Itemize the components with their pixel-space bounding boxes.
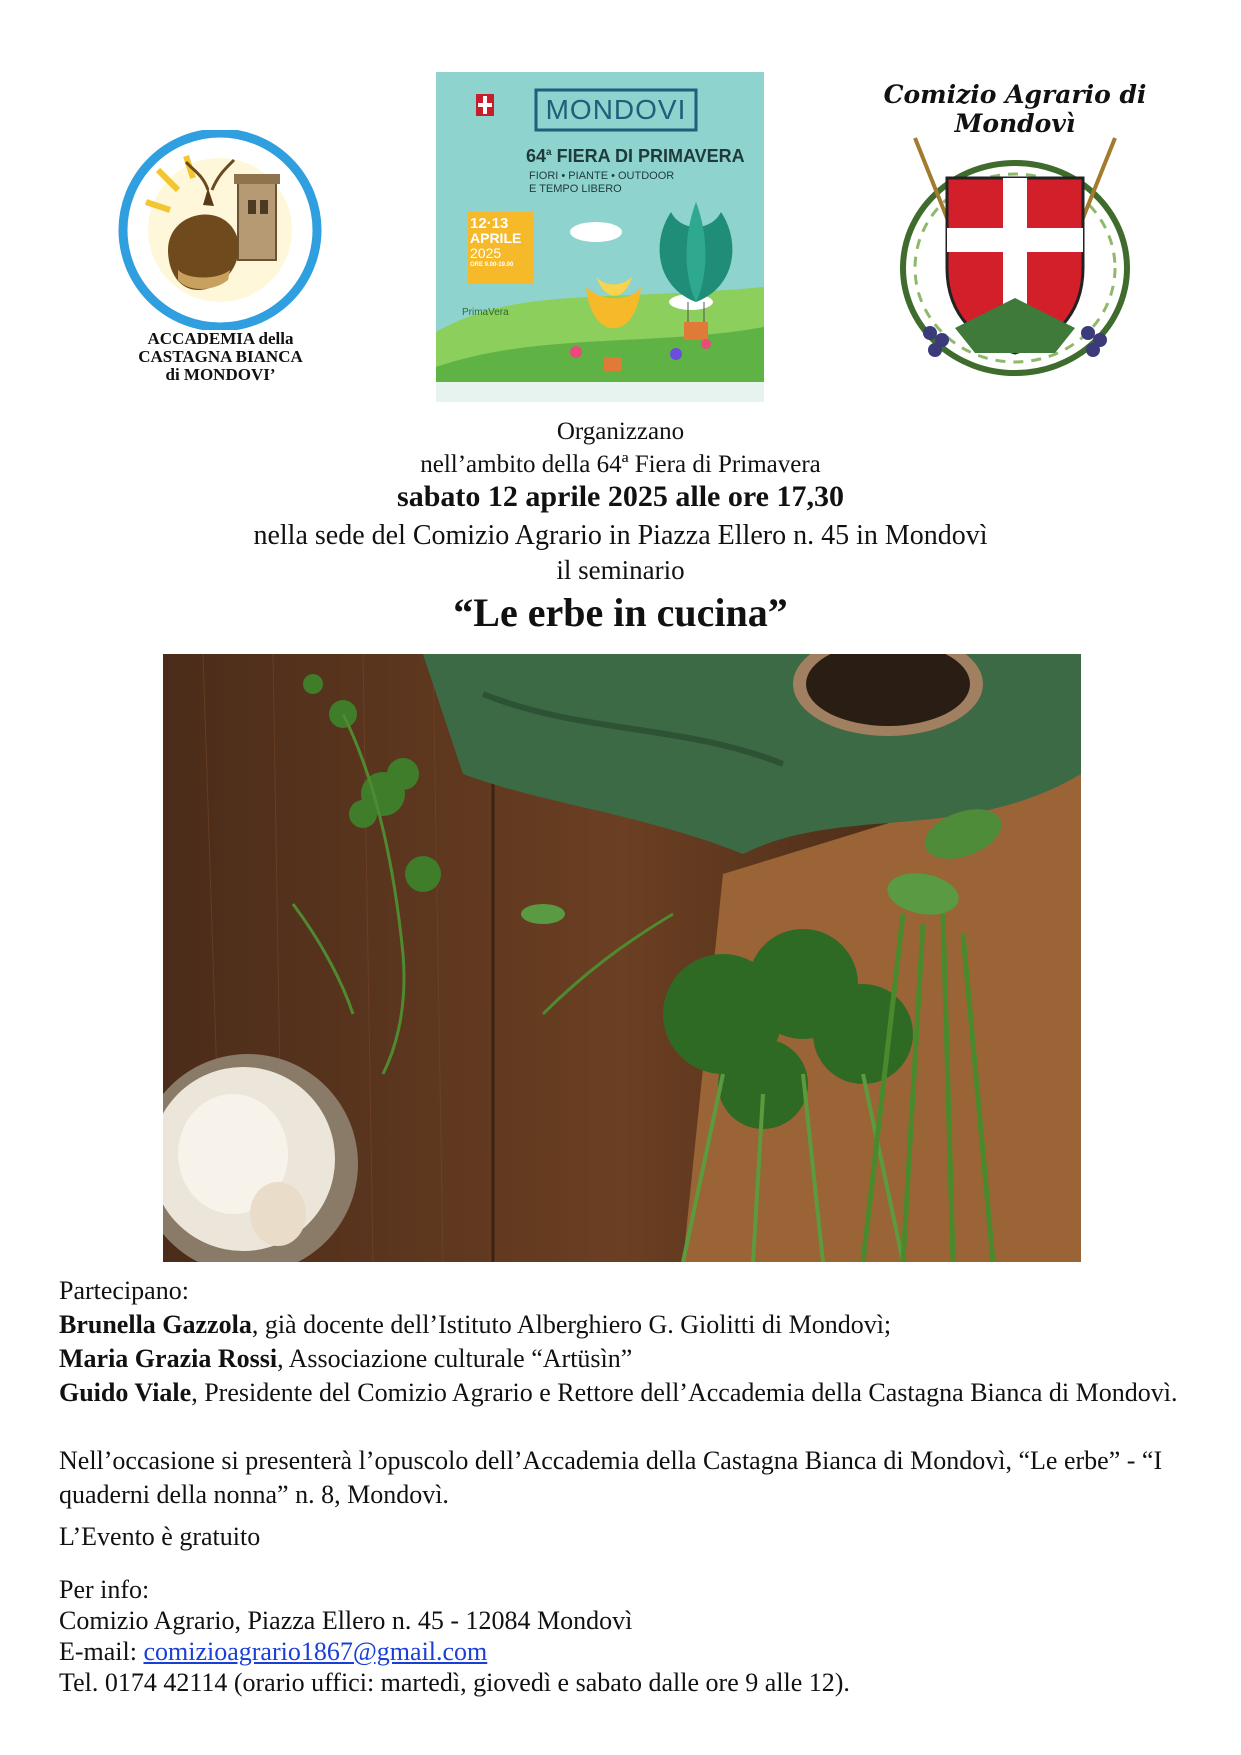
info-address: Comizio Agrario, Piazza Ellero n. 45 - 12084 Mondovì <box>59 1606 633 1635</box>
participant-3-role: , Presidente del Comizio Agrario e Rettore dell’Accademia della Castagna Bianca di Mondovì. <box>191 1378 1178 1407</box>
seminario-label: il seminario <box>556 555 685 585</box>
comizio-agrario-logo <box>855 80 1175 390</box>
accademia-caption-line2: CASTAGNA BIANCA <box>138 347 303 366</box>
participant-1-role: , già docente dell’Istituto Alberghiero G. Giolitti di Mondovì; <box>251 1310 892 1339</box>
chestnut-emblem-icon <box>108 130 333 330</box>
herbs-photo-art <box>163 654 1081 1262</box>
participant-2-name: Maria Grazia Rossi <box>59 1344 278 1373</box>
accademia-caption-line1: ACCADEMIA della <box>147 329 294 348</box>
seminar-title: “Le erbe in cucina” <box>453 590 788 635</box>
comizio-script-title: Comizio Agrario di Mondovì <box>883 80 1147 138</box>
poster-edition-suffix: a <box>546 147 552 158</box>
free-event-note: L’Evento è gratuito <box>59 1522 261 1551</box>
info-label: Per info: <box>59 1575 150 1604</box>
occasion-paragraph: Nell’occasione si presenterà l’opuscolo dell’Accademia della Castagna Bianca di Mondovì, “Le erbe” - “I quaderni della nonna” n. 8, Mondovì. <box>59 1446 1163 1509</box>
fiera-context-text: nell’ambito della 64ª Fiera di Primavera <box>420 451 821 478</box>
email-link[interactable]: comizioagrario1867@gmail.com <box>143 1637 488 1666</box>
poster-dates: 12·13 <box>470 215 509 232</box>
info-phone: Tel. 0174 42114 (orario uffici: martedì, giovedì e sabato dalle ore 9 alle 12). <box>59 1668 850 1697</box>
participant-3 <box>59 1376 1194 1410</box>
participant-2 <box>59 1342 1194 1376</box>
poster-fair-name: FIERA DI PRIMAVERA <box>556 146 745 166</box>
poster-year: 2025 <box>470 245 502 261</box>
accademia-caption-line3: di MONDOVI’ <box>165 365 276 384</box>
event-datetime: sabato 12 aprile 2025 alle ore 17,30 <box>397 480 844 513</box>
poster-brand: PrimaVera <box>462 307 509 318</box>
participant-1 <box>59 1308 1194 1342</box>
poster-subtitle-line2: E TEMPO LIBERO <box>529 183 622 195</box>
info-email-line <box>59 1635 1194 1669</box>
poster-town: MONDOVI <box>545 94 687 125</box>
poster-edition: 64 <box>526 146 547 166</box>
poster-month: APRILE <box>470 230 522 246</box>
herbs-photo <box>163 654 1081 1262</box>
organizzano-text: Organizzano <box>556 418 685 445</box>
email-label: E-mail: <box>59 1637 144 1666</box>
savoy-shield-icon <box>885 118 1145 388</box>
participant-3-name: Guido Viale <box>59 1378 192 1407</box>
poster-hours: ORE 9.00-19.00 <box>470 262 514 268</box>
participant-2-role: , Associazione culturale “Artüsìn” <box>277 1344 633 1373</box>
accademia-logo <box>108 130 333 390</box>
poster-subtitle-line1: FIORI • PIANTE • OUTDOOR <box>529 170 675 182</box>
fiera-poster <box>436 72 764 402</box>
participant-1-name: Brunella Gazzola <box>59 1310 252 1339</box>
event-venue: nella sede del Comizio Agrario in Piazza Ellero n. 45 in Mondovì <box>253 520 988 551</box>
participants-label: Partecipano: <box>59 1276 189 1305</box>
